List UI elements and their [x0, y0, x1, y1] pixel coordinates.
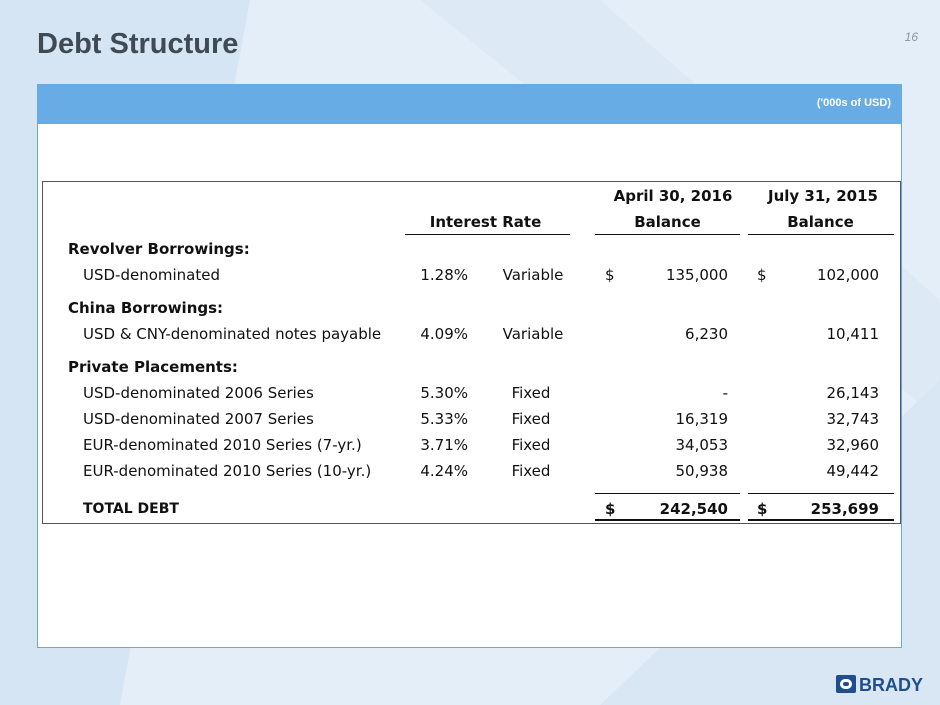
total-balance-1: 242,540 [659, 500, 728, 518]
row-balance-1: 6,230 [685, 325, 728, 343]
row-type: Variable [502, 325, 564, 343]
header-underline [405, 234, 570, 235]
total-currency-1: $ [605, 500, 616, 518]
page-number: 16 [904, 30, 918, 44]
row-currency-2: $ [757, 266, 767, 284]
row-rate: 4.09% [420, 325, 468, 343]
row-label: EUR-denominated 2010 Series (7-yr.) [83, 436, 362, 454]
section-heading: China Borrowings: [68, 299, 224, 317]
row-label: USD-denominated 2006 Series [83, 384, 314, 402]
col1-date-header: April 30, 2016 [613, 187, 733, 205]
col1-balance-header: Balance [634, 213, 701, 231]
panel-header-bar [38, 85, 901, 124]
row-rate: 4.24% [420, 462, 468, 480]
row-label: USD & CNY-denominated notes payable [83, 325, 382, 343]
header-underline [595, 234, 740, 235]
row-balance-2: 26,143 [826, 384, 879, 402]
debt-table [42, 181, 901, 524]
row-balance-2: 102,000 [816, 266, 879, 284]
section-heading: Revolver Borrowings: [68, 240, 250, 258]
row-currency-1: $ [605, 266, 615, 284]
brady-logo [836, 673, 928, 695]
row-balance-1: 34,053 [675, 436, 728, 454]
total-label: TOTAL DEBT [83, 501, 179, 517]
row-balance-1: - [722, 384, 728, 402]
row-label: USD-denominated 2007 Series [83, 410, 314, 428]
row-rate: 1.28% [420, 266, 468, 284]
row-label: EUR-denominated 2010 Series (10-yr.) [83, 462, 372, 480]
total-double-underline [748, 519, 894, 521]
total-currency-2: $ [757, 500, 768, 518]
row-type: Fixed [511, 436, 551, 454]
col2-date-header: July 31, 2015 [768, 187, 878, 205]
content-panel [37, 84, 902, 648]
row-label: USD-denominated [83, 266, 221, 284]
row-balance-2: 32,960 [826, 436, 879, 454]
row-balance-2: 32,743 [826, 410, 879, 428]
units-note: ('000s of USD) [816, 97, 891, 109]
header-underline [748, 234, 894, 235]
row-balance-2: 10,411 [826, 325, 879, 343]
row-rate: 5.30% [420, 384, 468, 402]
total-balance-2: 253,699 [810, 500, 879, 518]
row-type: Fixed [511, 462, 551, 480]
row-type: Variable [502, 266, 564, 284]
row-balance-1: 16,319 [675, 410, 728, 428]
total-overline [748, 493, 894, 494]
svg-text:BRADY: BRADY [859, 675, 924, 695]
total-overline [595, 493, 740, 494]
total-double-underline [595, 519, 740, 521]
row-rate: 5.33% [420, 410, 468, 428]
section-heading: Private Placements: [68, 358, 238, 376]
page-title: Debt Structure [37, 28, 239, 60]
row-type: Fixed [511, 410, 551, 428]
col2-balance-header: Balance [787, 213, 854, 231]
interest-rate-header: Interest Rate [429, 213, 542, 231]
row-rate: 3.71% [420, 436, 468, 454]
row-balance-2: 49,442 [826, 462, 879, 480]
row-type: Fixed [511, 384, 551, 402]
row-balance-1: 135,000 [665, 266, 728, 284]
row-balance-1: 50,938 [675, 462, 728, 480]
